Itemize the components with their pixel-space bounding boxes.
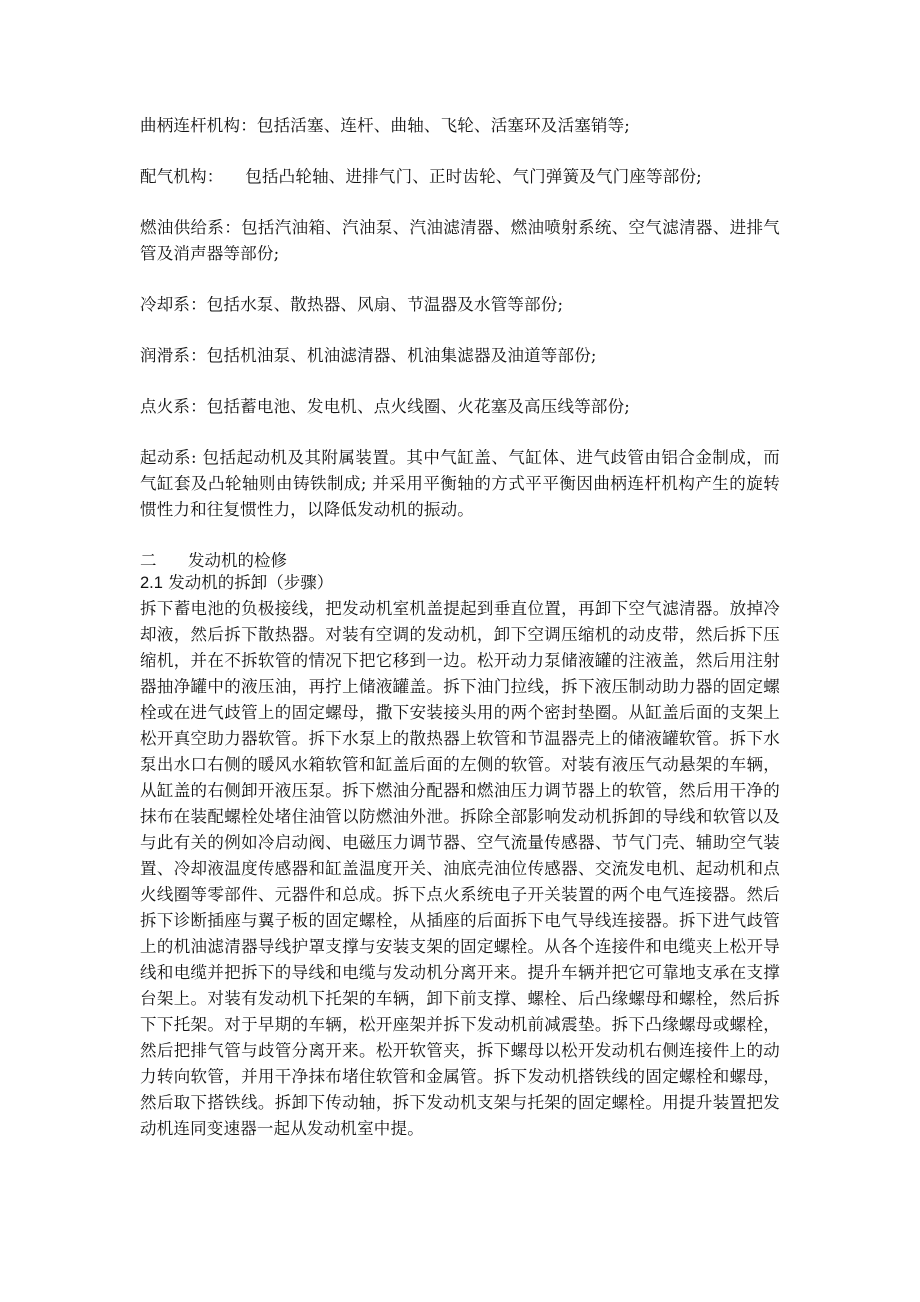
section-number: 二 bbox=[140, 551, 157, 570]
paragraph-ignition-system: 点火系：包括蓄电池、发电机、点火线圈、火花塞及高压线等部份; bbox=[140, 397, 631, 416]
subsection-title: 发动机的拆卸（步骤） bbox=[168, 573, 334, 592]
paragraph-cooling-system: 冷却系：包括水泵、散热器、风扇、节温器及水管等部份; bbox=[140, 295, 564, 314]
paragraph-fuel-system: 燃油供给系：包括汽油箱、汽油泵、汽油滤清器、燃油喷射系统、空气滤清器、进排气管及消声器等部份; bbox=[140, 218, 780, 263]
paragraph-lubrication-system: 润滑系：包括机油泵、机油滤清器、机油集滤器及油道等部份; bbox=[140, 346, 597, 365]
section-heading bbox=[140, 550, 287, 572]
paragraph-starting-system: 起动系: 包括起动机及其附属装置。其中气缸盖、气缸体、进气歧管由铝合金制成，而气缸套及凸轮轴则由铸铁制成; 并采用平衡轴的方式平平衡因曲柄连杆机构产生的旋转惯性力和往复惯性力，以降低发动机的振动。 bbox=[140, 448, 780, 519]
paragraph-valve-mechanism: 配气机构： 包括凸轮轴、进排气门、正时齿轮、气门弹簧及气门座等部份; bbox=[140, 167, 702, 186]
body-paragraph-disassembly: 拆下蓄电池的负极接线，把发动机室机盖提起到垂直位置，再卸下空气滤清器。放掉冷却液，然后拆下散热器。对装有空调的发动机，卸下空调压缩机的动皮带，然后拆下压缩机，并在不拆软管的情况下把它移到一边。松开动力泵储液罐的注液盖，然后用注射器抽净罐中的液压油，再拧上储液罐盖。拆下油门拉线，拆下液压制动助力器的固定螺栓或在进气歧管上的固定螺母，撒下安装接头用的两个密封垫圈。从缸盖后面的支架上松开真空助力器软管。拆下水泵上的散热器上软管和节温器壳上的储液罐软管。拆下水泵出水口右侧的暖风水箱软管和缸盖后面的左侧的软管。对装有液压气动悬架的车辆，从缸盖的右侧卸开液压泵。拆下燃油分配器和燃油压力调节器上的软管，然后用干净的抹布在装配螺栓处堵住油管以防燃油外泄。拆除全部影响发动机拆卸的导线和软管以及与此有关的例如冷启动阀、电磁压力调节器、空气流量传感器、节气门壳、辅助空气装置、冷却液温度传感器和缸盖温度开关、油底壳油位传感器、交流发电机、起动机和点火线圈等零部件、元器件和总成。拆下点火系统电子开关装置的两个电气连接器。然后拆下诊断插座与翼子板的固定螺栓，从插座的后面拆下电气导线连接器。拆下进气歧管上的机油滤清器导线护罩支撑与安装支架的固定螺栓。从各个连接件和电缆夹上松开导线和电缆并把拆下的导线和电缆与发动机分离开来。提升车辆并把它可靠地支承在支撑台架上。对装有发动机下托架的车辆，卸下前支撑、螺栓、后凸缘螺母和螺栓，然后拆下下托架。对于早期的车辆，松开座架并拆下发动机前减震垫。拆下凸缘螺母或螺栓，然后把排气管与歧管分离开来。松开软管夹，拆下螺母以松开发动机右侧连接件上的动力转向软管，并用干净抹布堵住软管和金属管。拆下发动机搭铁线的固定螺栓和螺母，然后取下搭铁线。拆卸下传动轴，拆下发动机支架与托架的固定螺栓。用提升装置把发动机连同变速器一起从发动机室中提。 bbox=[140, 599, 780, 1138]
subsection-number: 2.1 bbox=[140, 574, 163, 592]
section-title: 发动机的检修 bbox=[187, 551, 287, 570]
paragraph-crank-mechanism: 曲柄连杆机构：包括活塞、连杆、曲轴、飞轮、活塞环及活塞销等; bbox=[140, 116, 631, 135]
subsection-heading bbox=[140, 572, 333, 594]
